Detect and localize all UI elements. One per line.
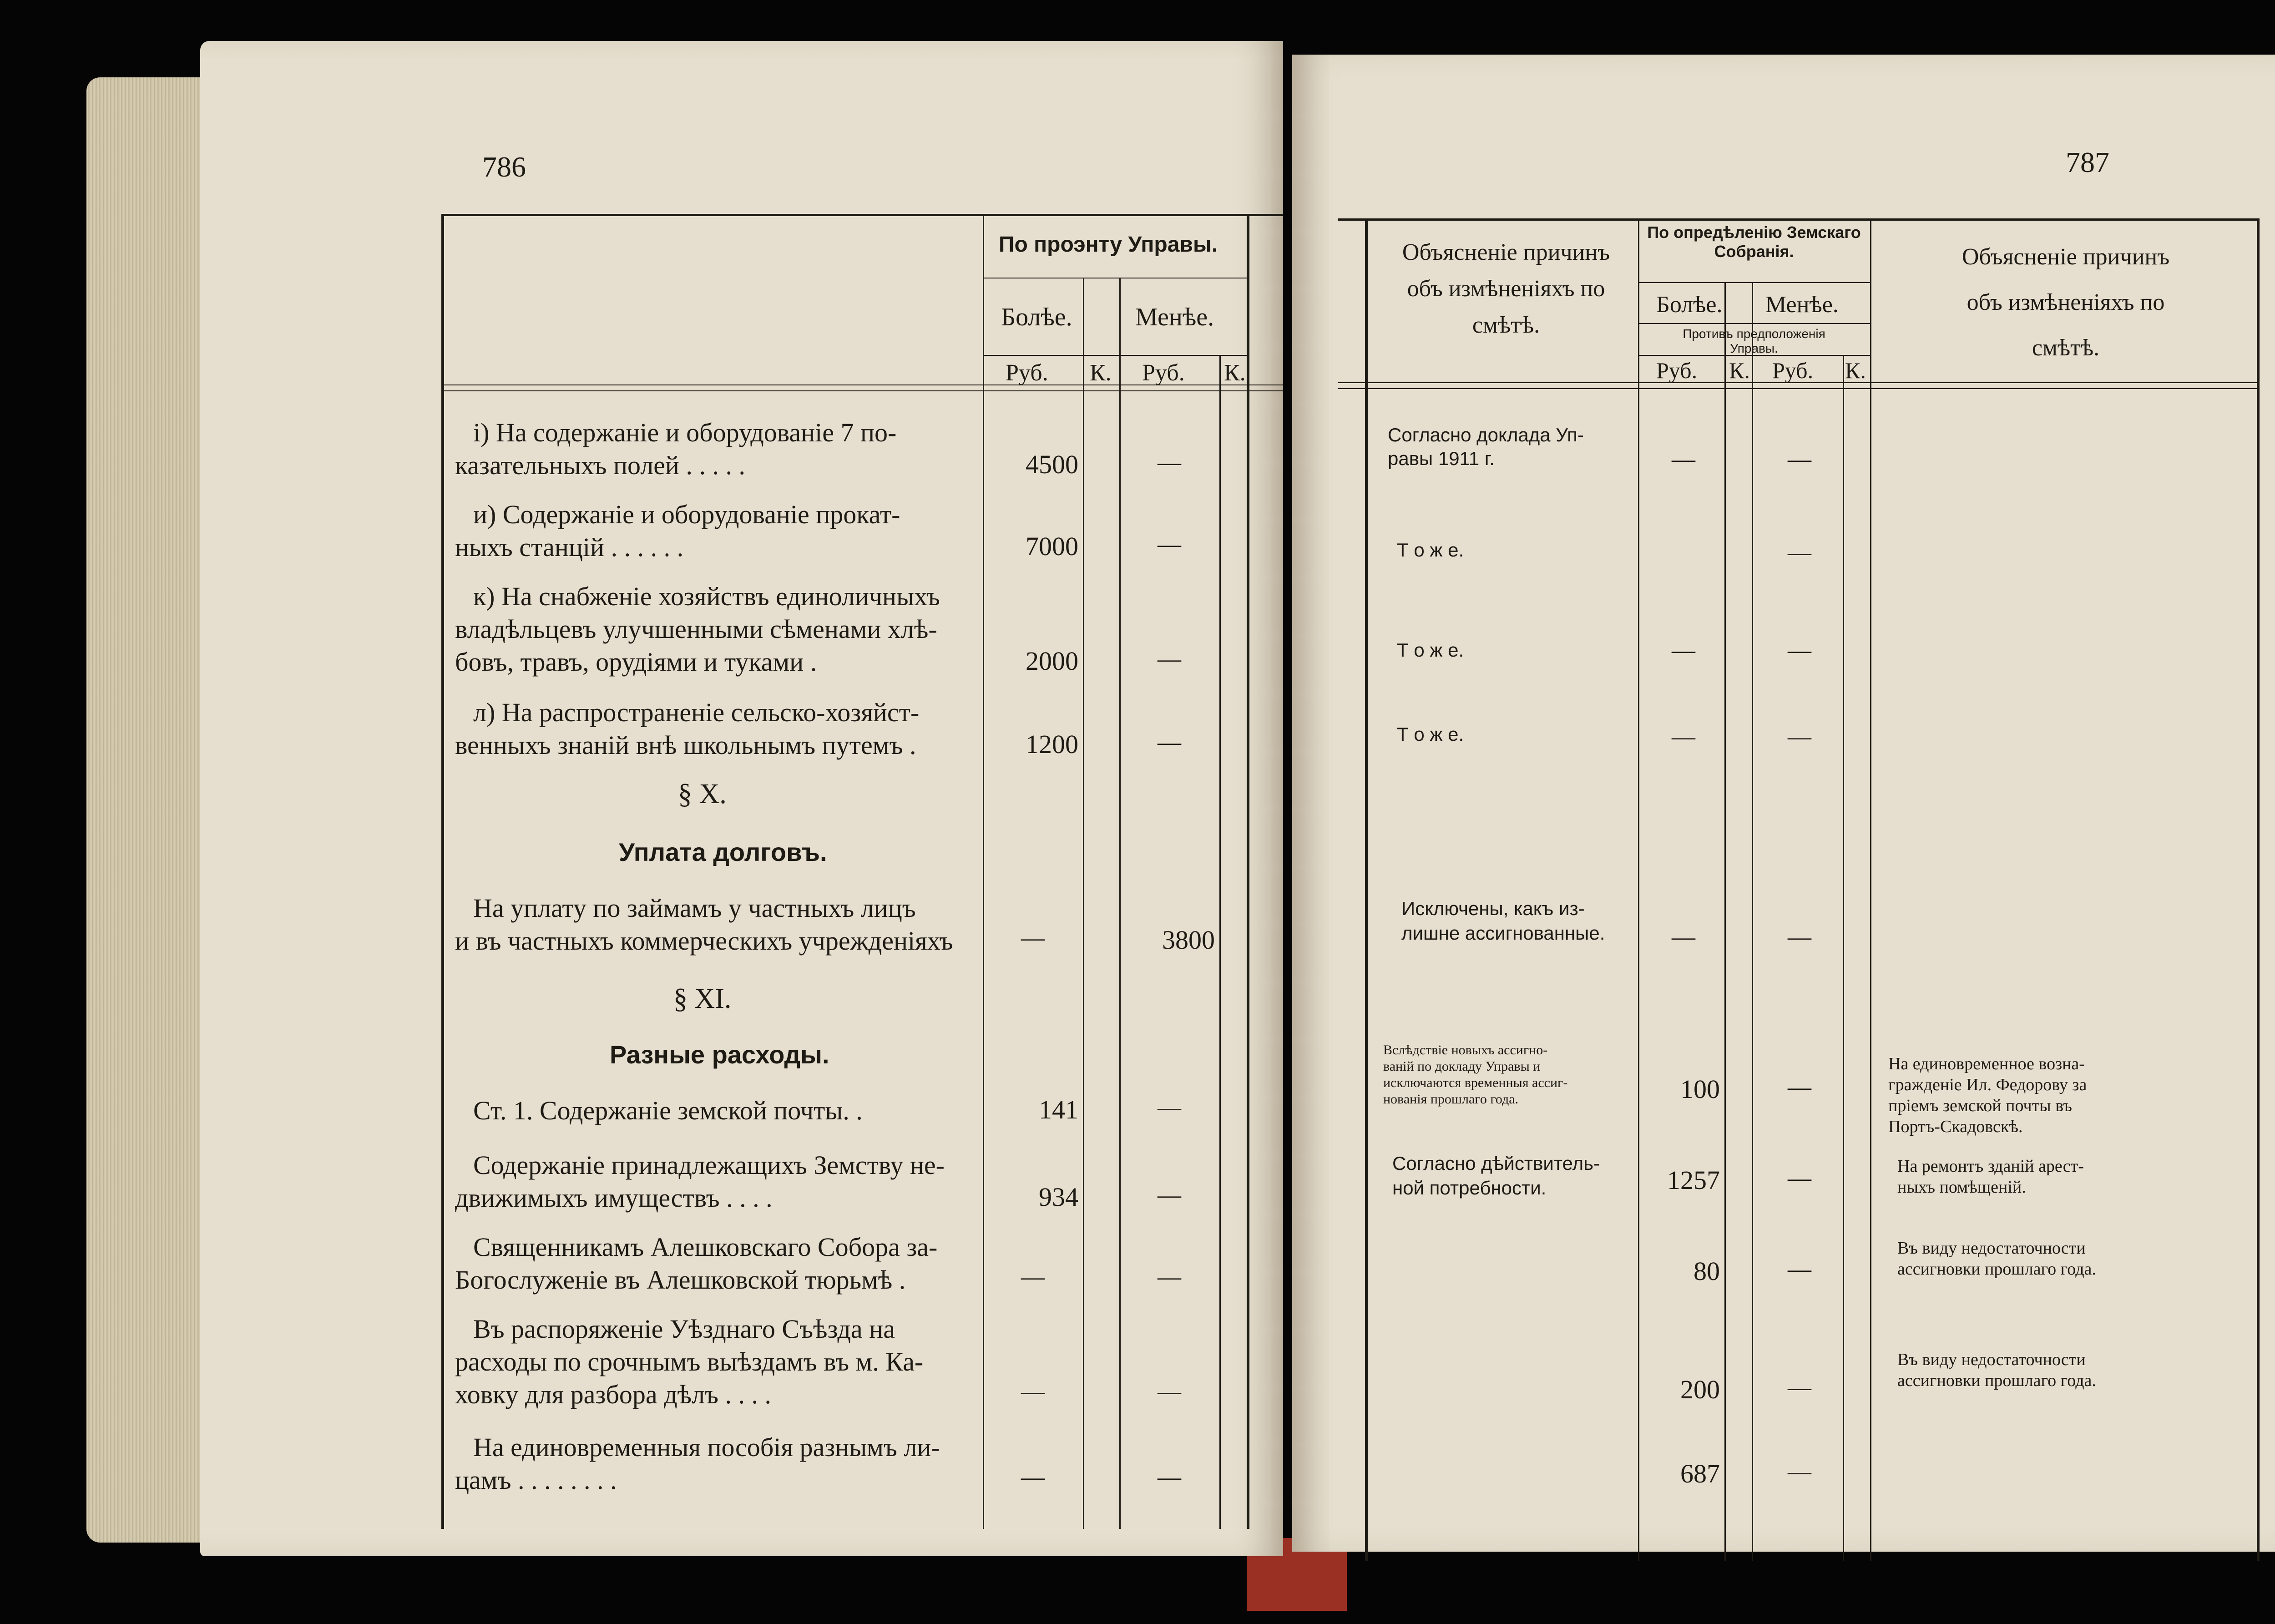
row-text-line: ховку для разбора дѣлъ . . . . <box>455 1380 772 1409</box>
note-line: Согласно дѣйствитель- <box>1392 1153 1600 1174</box>
section-number: § X. <box>678 779 727 809</box>
column-less-label: Менѣе. <box>1765 292 1839 318</box>
row-amount-less: — <box>1158 1095 1181 1121</box>
amount-col-rule <box>983 214 984 1529</box>
amount-more: — <box>1672 724 1695 750</box>
amount-less: — <box>1788 724 1811 750</box>
column-less-label: Менѣе. <box>1135 303 1214 331</box>
note <box>1388 423 1584 471</box>
note: Т о ж е. <box>1397 539 1464 561</box>
less-col-rule <box>1119 278 1121 1529</box>
note: Т о ж е. <box>1397 723 1464 745</box>
table-right-rule <box>1247 214 1249 1529</box>
row-amount-more: 4500 <box>1026 450 1078 479</box>
row-amount-more: — <box>1021 1379 1045 1405</box>
row-amount-less: — <box>1158 729 1181 755</box>
amount-more: — <box>1672 637 1695 663</box>
unit-rule <box>983 355 1247 356</box>
reason <box>1897 1156 2084 1198</box>
row-text-line: На уплату по займамъ у частныхъ лицъ <box>473 893 916 923</box>
table-left-rule <box>1365 218 1368 1561</box>
reason-line: На ремонтъ зданій арест- <box>1897 1157 2084 1176</box>
reason-line: Портъ-Скадовскѣ. <box>1888 1117 2023 1136</box>
row-text-line: На единовременныя пособія разнымъ ли- <box>473 1432 940 1462</box>
amount-less: — <box>1788 1165 1811 1191</box>
amount-more: 80 <box>1694 1256 1720 1286</box>
reason-line: ассигновки прошлаго года. <box>1897 1260 2096 1279</box>
amount-less: — <box>1788 1256 1811 1282</box>
row-text-line: Богослуженіе въ Алешковской тюрьмѣ . <box>455 1265 906 1295</box>
note-line: нованія прошлаго года. <box>1383 1092 1519 1107</box>
row-amount-less: — <box>1158 1379 1181 1405</box>
note-line: ваній по докладу Управы и <box>1383 1059 1541 1074</box>
less-kop-rule <box>1843 355 1844 1561</box>
header-line: объ измѣненіяхъ по <box>1967 289 2165 315</box>
amount-less: — <box>1788 924 1811 950</box>
reason-line: Въ виду недостаточности <box>1897 1350 2086 1369</box>
more-kop-rule <box>1083 278 1084 1529</box>
header-line: Объясненіе причинъ <box>1402 239 1610 265</box>
amount-more: 687 <box>1680 1459 1720 1488</box>
note <box>1383 1042 1567 1108</box>
section-heading: Уплата долговъ. <box>619 838 827 866</box>
row-text-line: і) На содержаніе и оборудованіе 7 по- <box>473 418 897 447</box>
header-bottom-rule-2 <box>441 390 1283 391</box>
column-more-label: Болѣе. <box>1656 292 1723 318</box>
kop-label: К. <box>1224 360 1246 386</box>
row-amount-more: — <box>1021 1464 1045 1490</box>
group-rule <box>1638 282 1870 283</box>
reason-line: гражденіе Ил. Федорову за <box>1888 1075 2087 1094</box>
row-text-line: Священникамъ Алешковскаго Собора за- <box>473 1232 938 1262</box>
rub-label: Руб. <box>1006 360 1048 386</box>
row-text-line: Содержаніе принадлежащихъ Земству не- <box>473 1150 945 1180</box>
left-page <box>200 41 1283 1556</box>
row-amount-less: — <box>1158 1182 1181 1208</box>
note-line: равы 1911 г. <box>1388 448 1495 469</box>
row-text-line: к) На снабженіе хозяйствъ единоличныхъ <box>473 582 940 611</box>
amount-less: — <box>1788 446 1811 472</box>
header-line: Противъ предположенія <box>1683 327 1825 341</box>
header-line: Собранія. <box>1714 242 1794 261</box>
column-more-label: Болѣе. <box>1001 303 1072 331</box>
amount-less: — <box>1788 1074 1811 1100</box>
row-text-line: движимыхъ имуществъ . . . . <box>455 1183 773 1213</box>
header-line: Объясненіе причинъ <box>1962 244 2170 270</box>
note-line: Согласно доклада Уп- <box>1388 424 1584 445</box>
less-col-rule <box>1752 282 1753 1561</box>
kop-label: К. <box>1729 358 1750 383</box>
note-line: Исключены, какъ из- <box>1401 898 1585 919</box>
more-kop-rule <box>1724 282 1726 1561</box>
reason <box>1888 1053 2087 1137</box>
row-text-line: цамъ . . . . . . . . <box>455 1465 617 1495</box>
row-text-line: венныхъ знаній внѣ школьнымъ путемъ . <box>455 730 916 760</box>
less-kop-rule <box>1219 355 1221 1529</box>
against-rule <box>1638 323 1870 324</box>
header-line: Управы. <box>1730 341 1778 355</box>
row-amount-less: — <box>1158 646 1181 672</box>
amount-more: 100 <box>1680 1074 1720 1104</box>
row-amount-less: — <box>1158 1464 1181 1490</box>
note: Т о ж е. <box>1397 639 1464 661</box>
rub-label: Руб. <box>1772 358 1814 383</box>
row-text-line: бовъ, травъ, орудіями и туками . <box>455 647 817 677</box>
note-line: Вслѣдствіе новыхъ ассигно- <box>1383 1042 1548 1057</box>
note-line: лишне ассигнованные. <box>1401 922 1605 944</box>
section-heading: Разные расходы. <box>610 1040 829 1069</box>
amount-more: — <box>1672 924 1695 950</box>
row-text-line: расходы по срочнымъ выѣздамъ въ м. Ка- <box>455 1347 924 1376</box>
row-amount-more: 141 <box>1039 1095 1078 1124</box>
row-amount-more: — <box>1021 925 1045 951</box>
header-explanation <box>1884 234 2248 371</box>
reason-line: ныхъ помѣщеній. <box>1897 1178 2026 1197</box>
explanation-col-rule <box>1638 218 1639 1561</box>
row-text-line: Ст. 1. Содержаніе земской почты. . <box>473 1096 863 1125</box>
header-line: смѣтѣ. <box>2032 335 2100 361</box>
amount-less: — <box>1788 1459 1811 1485</box>
row-text-line: владѣльцевъ улучшенными сѣменами хлѣ- <box>455 614 937 644</box>
section-number: § XI. <box>673 983 732 1014</box>
row-text-line: Въ распоряженіе Уѣзднаго Съѣзда на <box>473 1314 895 1344</box>
header-line: объ измѣненіяхъ по <box>1407 276 1605 302</box>
row-amount-less: — <box>1158 1264 1181 1290</box>
header-bottom-rule-2 <box>1338 388 2257 389</box>
page-number: 787 <box>2066 146 2109 178</box>
row-text-line: и въ частныхъ коммерческихъ учрежденіяхъ <box>455 926 953 956</box>
note-line: исключаются временныя ассиг- <box>1383 1075 1568 1090</box>
reason <box>1897 1349 2096 1391</box>
header-line: По опредѣленію Земскаго <box>1647 223 1861 242</box>
table-right-rule <box>2257 218 2260 1561</box>
row-amount-less: — <box>1158 450 1181 476</box>
reason-line: ассигновки прошлаго года. <box>1897 1371 2096 1390</box>
row-amount-more: 2000 <box>1026 646 1078 676</box>
amount-more: — <box>1672 446 1695 472</box>
reason-line: пріемъ земской почты въ <box>1888 1096 2072 1115</box>
note <box>1401 896 1605 946</box>
row-text-line: л) На распространеніе сельско-хозяйст- <box>473 698 920 727</box>
rub-label: Руб. <box>1142 360 1185 386</box>
row-amount-more: 934 <box>1039 1182 1078 1212</box>
row-amount-less: 3800 <box>1162 925 1215 955</box>
column-group-title <box>1643 223 1866 261</box>
amount-less: — <box>1788 1375 1811 1401</box>
header-line: смѣтѣ. <box>1472 312 1540 338</box>
row-amount-more: 1200 <box>1026 729 1078 759</box>
amount-more: 1257 <box>1667 1165 1720 1195</box>
rub-label: Руб. <box>1656 358 1698 383</box>
amount-less: — <box>1788 637 1811 663</box>
amount-more: 200 <box>1680 1375 1720 1404</box>
table-top-rule <box>441 214 1283 216</box>
reason-line: На единовременное возна- <box>1888 1054 2085 1073</box>
row-amount-less: — <box>1158 531 1181 557</box>
reason-col-rule <box>1870 218 1871 1561</box>
kop-label: К. <box>1090 360 1112 386</box>
table-top-rule <box>1338 218 2257 221</box>
page-number: 786 <box>482 151 526 183</box>
row-text-line: и) Содержаніе и оборудованіе прокат- <box>473 500 900 529</box>
row-amount-more: — <box>1021 1264 1045 1290</box>
header-explanation <box>1379 234 1633 344</box>
row-text-line: ныхъ станцій . . . . . . <box>455 532 684 562</box>
column-group-title: По проэнту Управы. <box>999 233 1218 257</box>
note <box>1392 1151 1600 1200</box>
note-line: ной потребности. <box>1392 1177 1547 1199</box>
kop-label: К. <box>1845 358 1866 383</box>
right-page <box>1292 55 2275 1552</box>
table-left-rule <box>441 214 444 1529</box>
amount-less: — <box>1788 540 1811 566</box>
against-label <box>1643 327 1866 356</box>
row-amount-more: 7000 <box>1026 531 1078 561</box>
row-text-line: казательныхъ полей . . . . . <box>455 450 745 480</box>
reason <box>1897 1238 2096 1280</box>
reason-line: Въ виду недостаточности <box>1897 1239 2086 1258</box>
